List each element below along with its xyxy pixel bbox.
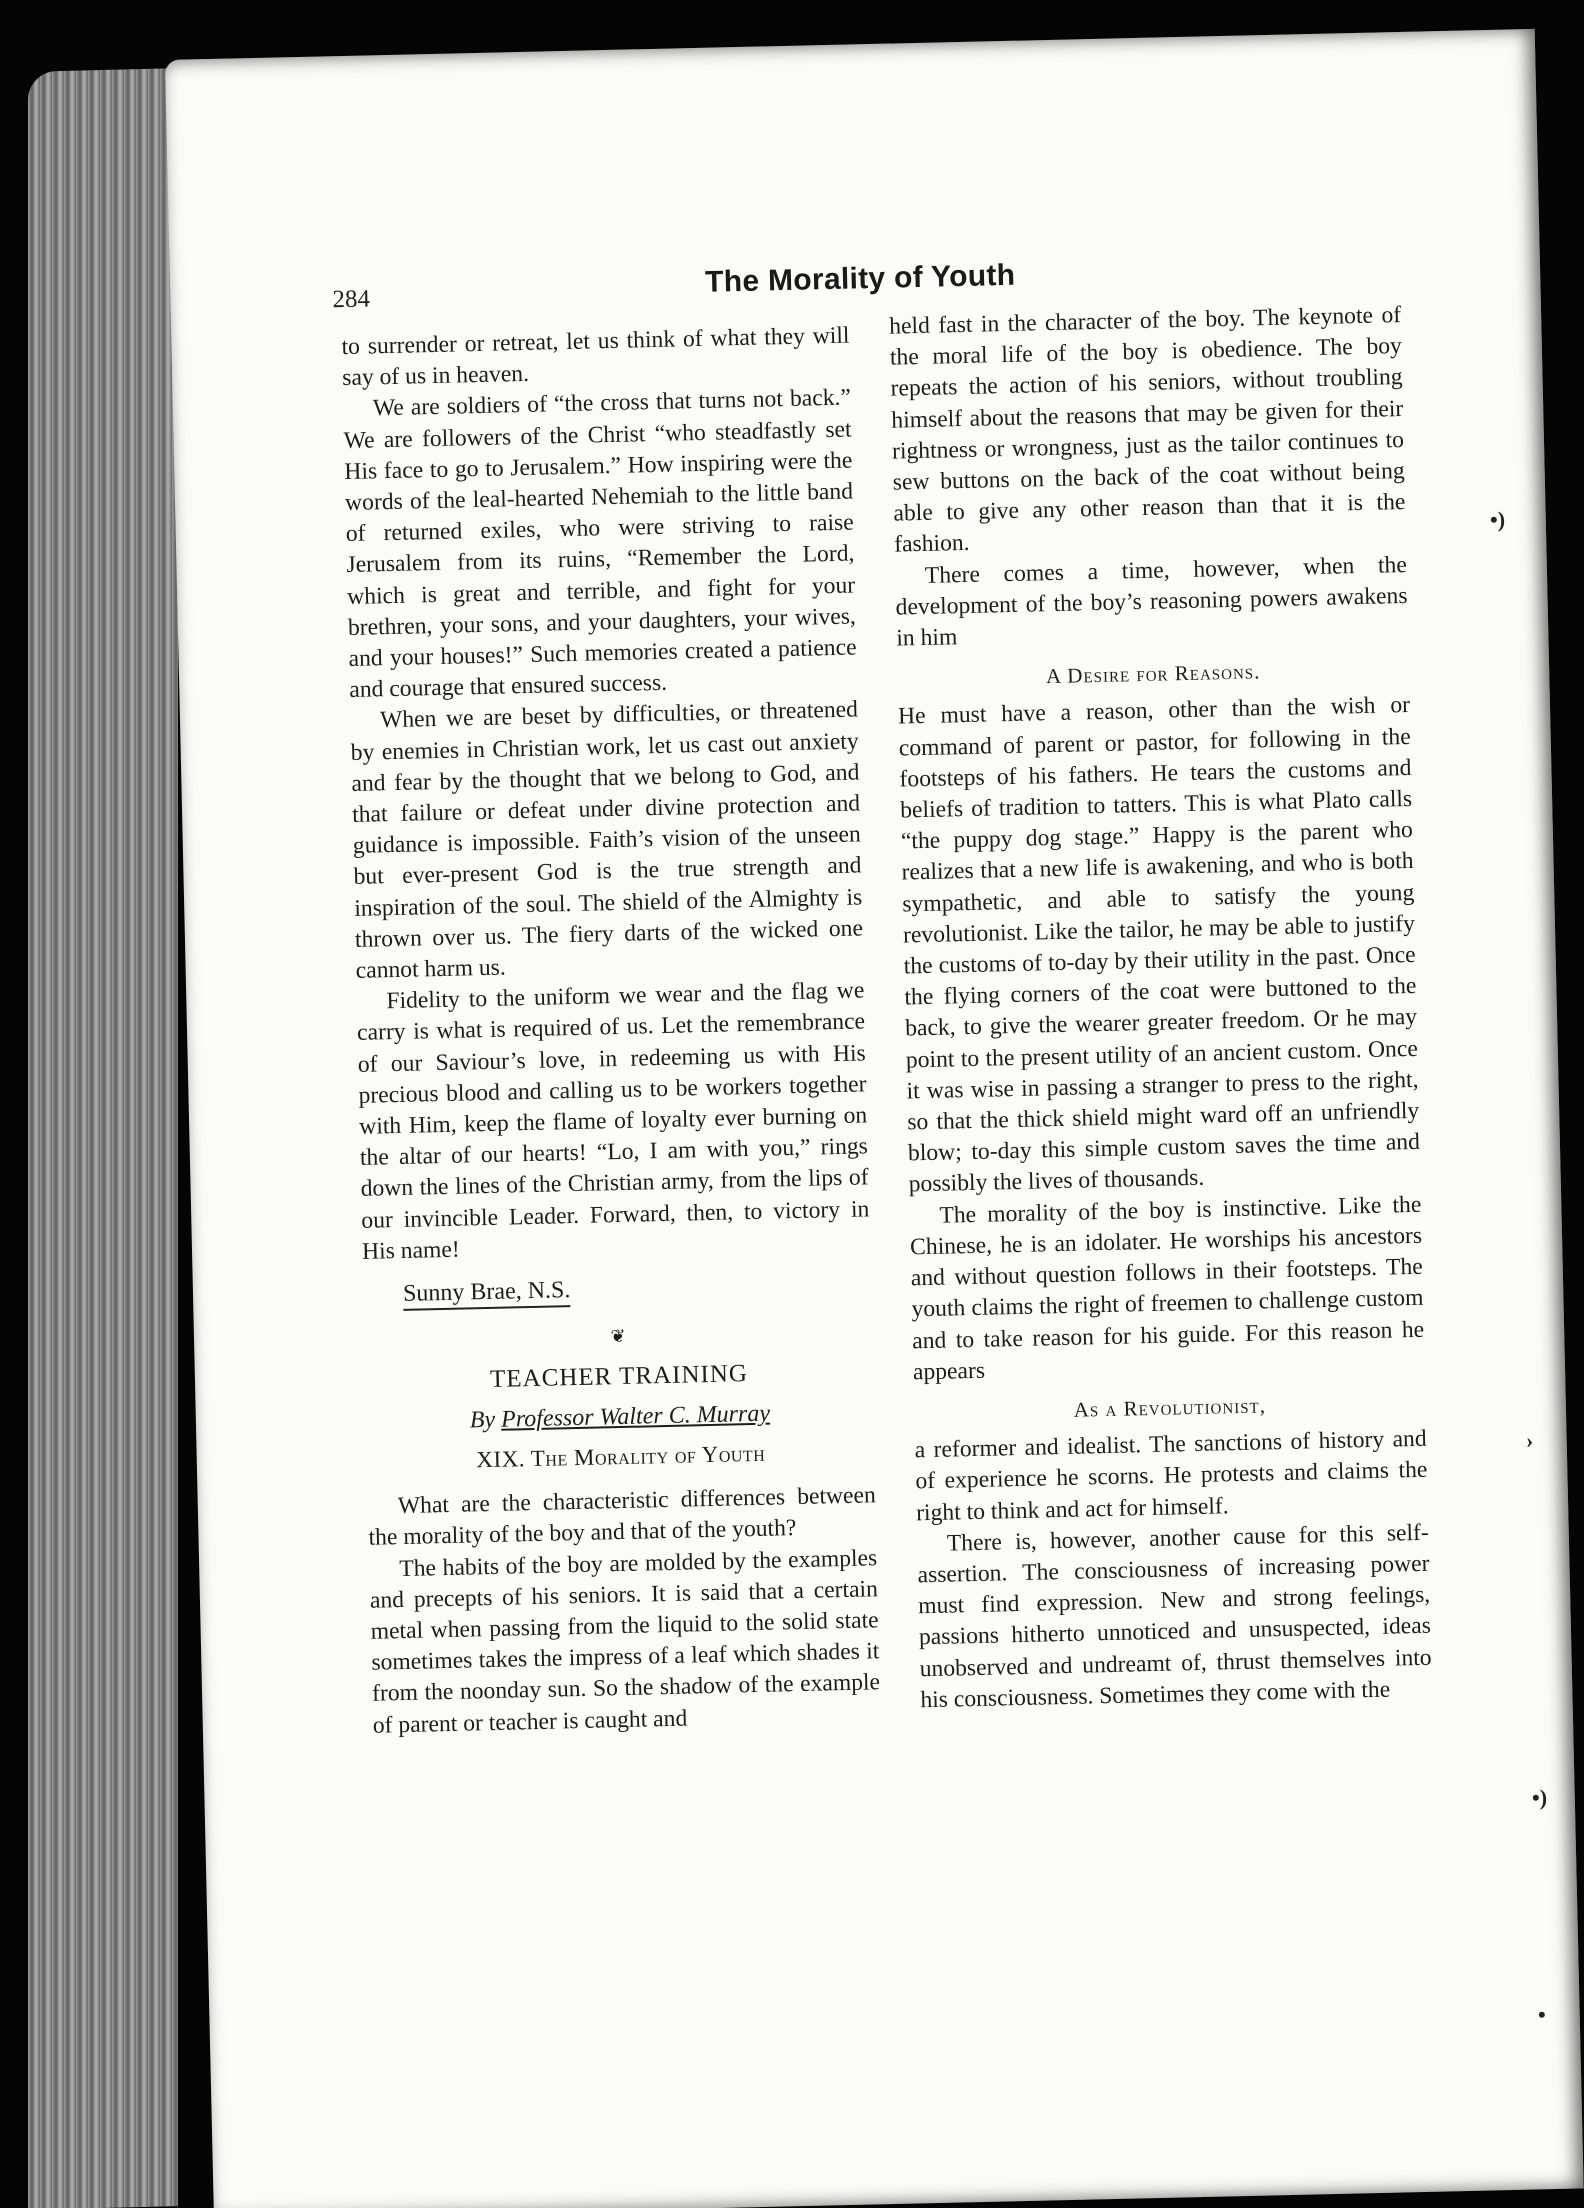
section-title: TEACHER TRAINING	[489, 1359, 749, 1393]
book-page	[165, 29, 1584, 2208]
margin-mark: •)	[1532, 1785, 1548, 1810]
paragraph: to surrender or retreat, let us think of what they will say of us in heaven.	[341, 322, 850, 392]
paragraph: When we are beset by difficulties, or threatened by enemies in Christian work, let us cast out anxiety and fear by the thought that we belong to God, and that failure or defeat under divine protection and guidance is impossible. Faith’s vision of the unseen but ever-present God is the true strength and inspiration of the soul. The shield of the Almighty is thrown over us. The fiery darts of the wicked one cannot harm us.	[350, 696, 864, 984]
byline-author: Professor Walter C. Murray	[500, 1400, 771, 1433]
book-page-edges	[28, 68, 178, 2208]
paragraph: The morality of the boy is instinctive. Like the Chinese, he is an idolater. He worships his ancestors and without question follows in their footsteps. The youth claims the right of freemen to challenge custom and to take reason for his guide. For this reason he appears	[909, 1191, 1425, 1386]
running-title: The Morality of Youth	[704, 258, 1016, 299]
subheading: As a Revolutionist,	[1073, 1393, 1267, 1422]
right-column	[889, 300, 1433, 1716]
paragraph: a reformer and idealist. The sanctions of history and of experience he scorns. He protests and claims the right to think and act for himself.	[914, 1425, 1428, 1526]
signature-text: Sunny Brae, N.S.	[403, 1277, 571, 1311]
byline	[366, 1396, 875, 1439]
byline-prefix: By	[469, 1406, 496, 1434]
paragraph: Fidelity to the uniform we wear and the flag we carry is what is required of us. Let the remembrance of our Saviour’s love, in redeeming us with His precious blood and calling us to be workers together with Him, keep the flame of loyalty ever burning on the altar of our hearts! “Lo, I am with you,” rings down the lines of the Christian army, from the lips of our invincible Leader. Forward, then, to victory in His name!	[356, 977, 870, 1265]
signature	[403, 1268, 872, 1310]
paragraph: We are soldiers of “the cross that turns not back.” We are followers of the Christ “who steadfastly set His face to go to Jerusalem.” How inspiring were the words of the leal-hearted Nehemiah to the little band of returned exiles, who were striving to raise Jerusalem from its ruins, “Remember the Lord, which is great and terrible, and fight for your brethren, your sons, and your daughters, your wives, and your houses!” Such memories created a patience and courage that ensured success.	[343, 384, 857, 704]
paragraph: The habits of the boy are molded by the examples and precepts of his seniors. It is said that a certain metal when passing from the liquid to the solid state sometimes takes the impress of a leaf which shades it from the noonday sun. So the shadow of the example of parent or teacher is caught and	[369, 1544, 881, 1739]
subheading: A Desire for Reasons.	[1045, 659, 1261, 689]
left-column	[341, 321, 881, 1742]
paragraph: held fast in the character of the boy. The keynote of the moral life of the boy is obedience. The boy repeats the action of his seniors, without troubling himself about the reasons that may be given for their rightness or wrongness, just as the tailor continues to sew buttons on the back of the coat without being able to give any other reason than that it is the fashion.	[888, 302, 1406, 558]
margin-mark: ›	[1526, 1428, 1534, 1453]
margin-mark: •)	[1490, 507, 1506, 532]
paragraph: There comes a time, however, when the development of the boy’s reasoning powers awakens in him	[895, 551, 1408, 652]
ornament-icon: ❦	[610, 1326, 626, 1347]
page-number: 284	[332, 285, 371, 314]
paragraph: There is, however, another cause for this self-assertion. The consciousness of increasing power must find expression. New and strong feelings, passions hitherto unnoticed and unsuspected, ideas unobserved and undreamt of, thrust themselves into his consciousness. Sometimes they come with the	[917, 1519, 1432, 1714]
paragraph: He must have a reason, other than the wish or command of parent or pastor, for following in the footsteps of his fathers. He tears the customs and beliefs of tradition to tatters. This is what Plato calls “the puppy dog stage.” Happy is the parent who realizes that a new life is awakening, and who is both sympathetic, and able to satisfy the young revolutionist. Like the tailor, he may be able to justify the customs of to-day by their utility in the past. Once the flying corners of the coat were buttoned to the back, to give the wearer greater freedom. Or he may point to the present utility of an ancient custom. Once it was wise in passing a stranger to press to the right, so that the thick shield might ward off an unfriendly blow; to-day this simple custom saves the time and possibly the lives of thousands.	[897, 692, 1421, 1198]
article-title: XIX. The Morality of Youth	[476, 1440, 766, 1473]
margin-mark: •	[1538, 2002, 1546, 2027]
paragraph: What are the characteristic differences between the morality of the boy and that of the youth?	[368, 1482, 877, 1552]
